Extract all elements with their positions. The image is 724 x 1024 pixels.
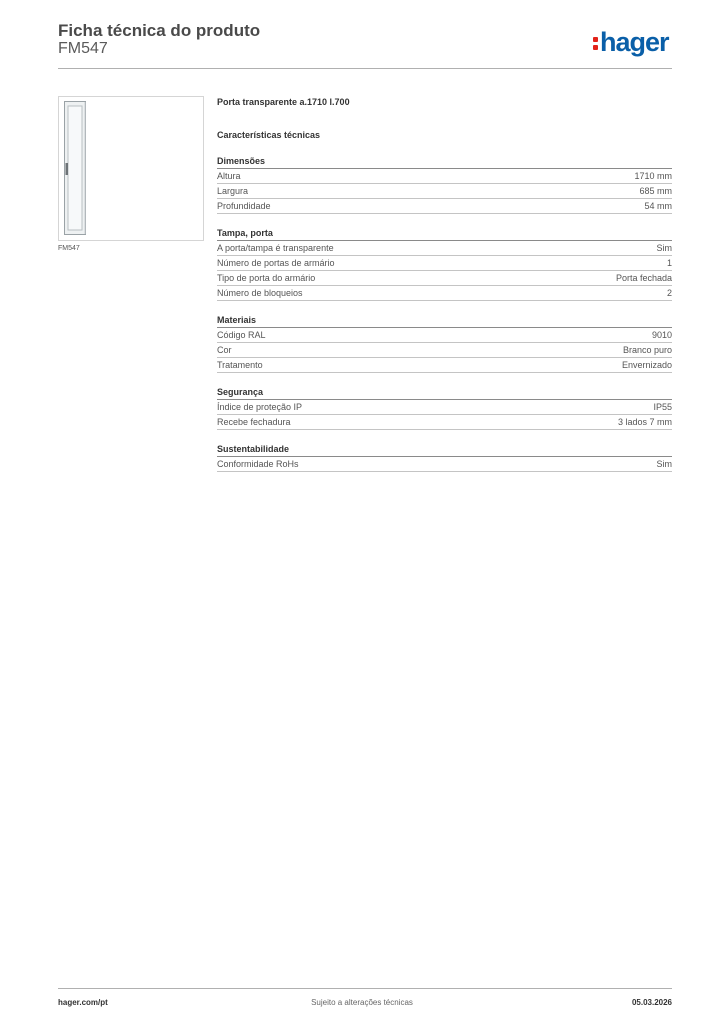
spec-row bbox=[217, 286, 672, 301]
specifications bbox=[217, 96, 672, 472]
product-name: Porta transparente a.1710 l.700 bbox=[217, 97, 350, 107]
spec-value: 54 mm bbox=[644, 201, 672, 211]
spec-row bbox=[217, 457, 672, 472]
spec-value: 2 bbox=[666, 288, 672, 298]
spec-label: Conformidade RoHs bbox=[217, 459, 299, 469]
spec-label: A porta/tampa é transparente bbox=[217, 243, 334, 253]
spec-row bbox=[217, 358, 672, 373]
footer-rule bbox=[58, 988, 672, 989]
spec-label: Número de bloqueios bbox=[217, 288, 303, 298]
product-code: FM547 bbox=[58, 40, 108, 57]
spec-row bbox=[217, 169, 672, 184]
product-image bbox=[58, 96, 204, 241]
spec-label: Recebe fechadura bbox=[217, 417, 291, 427]
spec-group-sustainability bbox=[217, 443, 672, 472]
spec-value: 685 mm bbox=[639, 186, 672, 196]
spec-row bbox=[217, 415, 672, 430]
spec-label: Número de portas de armário bbox=[217, 258, 335, 268]
header-title: Ficha técnica do produto bbox=[58, 21, 261, 40]
footer-date: 05.03.2026 bbox=[631, 998, 672, 1007]
spec-label: Tratamento bbox=[217, 360, 263, 370]
spec-value: 1710 mm bbox=[634, 171, 672, 181]
logo-dots-icon bbox=[593, 26, 599, 58]
spec-label: Profundidade bbox=[217, 201, 271, 211]
spec-group-door bbox=[217, 227, 672, 301]
spec-row bbox=[217, 328, 672, 343]
spec-label: Cor bbox=[217, 345, 232, 355]
transparent-door-icon bbox=[64, 101, 86, 235]
spec-value: 9010 bbox=[651, 330, 672, 340]
spec-label: Altura bbox=[217, 171, 241, 181]
spec-value: Sim bbox=[656, 243, 672, 253]
header-rule bbox=[58, 68, 672, 69]
logo-wordmark: hager bbox=[600, 27, 669, 57]
spec-value: Branco puro bbox=[622, 345, 672, 355]
spec-value: 3 lados 7 mm bbox=[617, 417, 672, 427]
group-title: Segurança bbox=[217, 386, 672, 400]
spec-row bbox=[217, 343, 672, 358]
section-title: Características técnicas bbox=[217, 130, 321, 140]
spec-value: IP55 bbox=[653, 402, 672, 412]
spec-group-materials bbox=[217, 314, 672, 373]
footer-note: Sujeito a alterações técnicas bbox=[311, 998, 413, 1007]
spec-label: Código RAL bbox=[217, 330, 266, 340]
spec-value: Sim bbox=[656, 459, 672, 469]
spec-label: Tipo de porta do armário bbox=[217, 273, 316, 283]
spec-label: Largura bbox=[217, 186, 249, 196]
footer-website-link[interactable]: hager.com/pt bbox=[58, 998, 108, 1007]
product-image-caption: FM547 bbox=[58, 245, 80, 252]
spec-row bbox=[217, 184, 672, 199]
group-title: Sustentabilidade bbox=[217, 443, 672, 457]
spec-value: Porta fechada bbox=[615, 273, 672, 283]
group-title: Tampa, porta bbox=[217, 227, 672, 241]
spec-row bbox=[217, 271, 672, 286]
group-title: Dimensões bbox=[217, 155, 672, 169]
spec-label: Índice de proteção IP bbox=[217, 402, 303, 412]
spec-value: 1 bbox=[666, 258, 672, 268]
hager-logo bbox=[593, 26, 677, 58]
spec-row bbox=[217, 241, 672, 256]
spec-group-dimensions bbox=[217, 155, 672, 214]
spec-value: Envernizado bbox=[621, 360, 672, 370]
spec-row bbox=[217, 400, 672, 415]
spec-group-safety bbox=[217, 386, 672, 430]
group-title: Materiais bbox=[217, 314, 672, 328]
spec-row bbox=[217, 199, 672, 214]
spec-row bbox=[217, 256, 672, 271]
